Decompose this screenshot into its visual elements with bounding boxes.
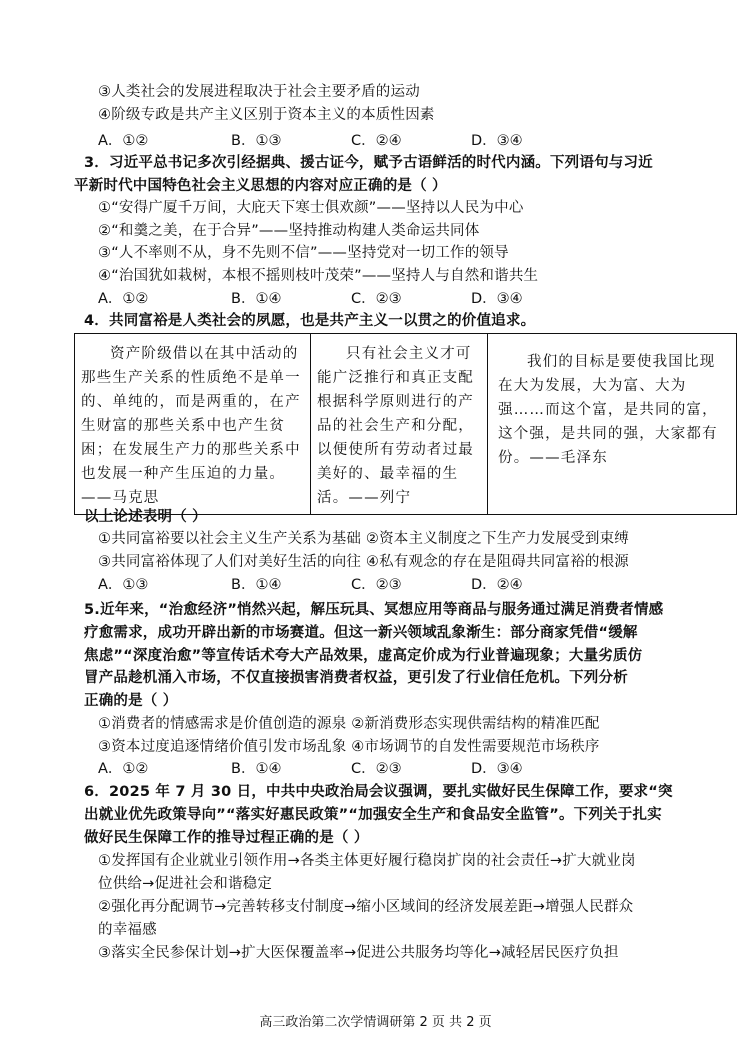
- q5-statement-3-4: ③资本过度追逐情绪价值引发市场乱象 ④市场调节的自发性需要规范市场秩序: [98, 739, 600, 755]
- q5-option-b[interactable]: B．①④: [231, 761, 282, 777]
- q3-option-d[interactable]: D．③④: [471, 291, 523, 307]
- q6-stem-line-2: 出就业优先政策导向”“落实好惠民政策”“加强安全生产和食品安全监管”。下列关于扎实: [84, 807, 662, 823]
- q5-stem-line-4: 冒产品趁机涌入市场，不仅直接损害消费者权益，更引发了行业信任危机。下列分析: [84, 670, 628, 686]
- q3-statement-4: ④“治国犹如栽树，本根不摇则枝叶茂荣”——坚持人与自然和谐共生: [98, 268, 539, 284]
- q5-statement-1-2: ①消费者的情感需求是价值创造的源泉 ②新消费形态实现供需结构的精准匹配: [98, 716, 600, 732]
- q3-option-c[interactable]: C．②③: [351, 291, 402, 307]
- q2-option-b[interactable]: B．①③: [231, 133, 282, 149]
- q4-option-a[interactable]: A．①③: [98, 577, 149, 593]
- q6-stem-line-3: 做好民生保障工作的推导过程正确的是（ ）: [84, 830, 369, 846]
- q2-option-c[interactable]: C．②④: [351, 133, 402, 149]
- q2-statement-4: ④阶级专政是共产主义区别于资本主义的本质性因素: [98, 107, 435, 123]
- quote-cell-marx: [75, 334, 311, 515]
- q3-statement-2: ②“和羹之美，在于合异”——坚持推动构建人类命运共同体: [98, 223, 480, 239]
- q3-statement-3: ③“人不率则不从，身不先则不信”——坚持党对一切工作的领导: [98, 245, 509, 261]
- q4-question: 以上论述表明（ ）: [84, 509, 207, 525]
- quote-mao: 我们的目标是要使我国比现在大为发展，大为富、大为强……而这个富，是共同的富，这个强，是共同的强，大家都有份。——毛泽东: [498, 354, 718, 466]
- q5-option-a[interactable]: A．①②: [98, 761, 149, 777]
- q2-option-d[interactable]: D．③④: [471, 133, 523, 149]
- quotes-table: [74, 333, 737, 515]
- q3-stem-line-2: 平新时代中国特色社会主义思想的内容对应正确的是（ ）: [74, 178, 447, 194]
- q5-stem-line-3: 焦虑”“深度治愈”等宣传话术夸大产品效果，虚高定价成为行业普遍现象；大量劣质仿: [84, 648, 643, 664]
- q6-statement-3: ③落实全民参保计划→扩大医保覆盖率→促进公共服务均等化→减轻居民医疗负担: [98, 945, 619, 961]
- q4-stem: 4．共同富裕是人类社会的夙愿，也是共产主义一以贯之的价值追求。: [84, 313, 536, 329]
- q6-statement-1-line-2: 位供给→促进社会和谐稳定: [98, 876, 273, 892]
- q6-statement-2-line-2: 的幸福感: [98, 922, 157, 938]
- q5-option-d[interactable]: D．③④: [471, 761, 523, 777]
- q6-statement-2-line-1: ②强化再分配调节→完善转移支付制度→缩小区域间的经济发展差距→增强人民群众: [98, 899, 634, 915]
- q5-stem-line-1: 5.近年来，“治愈经济”悄然兴起，解压玩具、冥想应用等商品与服务通过满足消费者情感: [84, 602, 664, 618]
- q3-stem-line-1: 3．习近平总书记多次引经据典、援古证今，赋予古语鲜活的时代内涵。下列语句与习近: [84, 155, 653, 171]
- quote-marx: 资产阶级借以在其中活动的那些生产关系的性质绝不是单一的、单纯的，而是两重的，在产生财富的那些关系中也产生贫困；在发展生产力的那些关系中也发展一种产生压迫的力量。——马克思: [81, 346, 301, 506]
- q3-statement-1: ①“安得广厦千万间，大庇天下寒士俱欢颜”——坚持以人民为中心: [98, 200, 524, 216]
- q6-stem-line-1: 6．2025 年 7 月 30 日，中共中央政治局会议强调，要扎实做好民生保障工作，要求“突: [84, 784, 673, 800]
- q5-option-c[interactable]: C．②③: [351, 761, 402, 777]
- quote-lenin: 只有社会主义才可能广泛推行和真正支配根据科学原则进行的产品的社会生产和分配，以便使所有劳动者过最美好的、最幸福的生活。——列宁: [317, 346, 474, 506]
- q5-stem-line-2: 疗愈需求，成功开辟出新的市场赛道。但这一新兴领域乱象渐生：部分商家凭借“缓解: [84, 625, 638, 641]
- q4-statement-1-2: ①共同富裕要以社会主义生产关系为基础 ②资本主义制度之下生产力发展受到束缚: [98, 531, 630, 547]
- q6-statement-1-line-1: ①发挥国有企业就业引领作用→各类主体更好履行稳岗扩岗的社会责任→扩大就业岗: [98, 853, 636, 869]
- q4-option-b[interactable]: B．①④: [231, 577, 282, 593]
- q3-option-b[interactable]: B．①④: [231, 291, 282, 307]
- quote-cell-lenin: [311, 334, 488, 515]
- q4-statement-3-4: ③共同富裕体现了人们对美好生活的向往 ④私有观念的存在是阻碍共同富裕的根源: [98, 554, 630, 570]
- q5-stem-line-5: 正确的是（ ）: [84, 693, 178, 709]
- q2-option-a[interactable]: A．①②: [98, 133, 149, 149]
- q4-option-c[interactable]: C．②③: [351, 577, 402, 593]
- q3-option-a[interactable]: A．①②: [98, 291, 149, 307]
- quote-cell-mao: [488, 334, 737, 515]
- q2-statement-3: ③人类社会的发展进程取决于社会主要矛盾的运动: [98, 84, 420, 100]
- page-footer: 高三政治第二次学情调研第 2 页 共 2 页: [259, 1015, 492, 1030]
- q4-option-d[interactable]: D．②④: [471, 577, 523, 593]
